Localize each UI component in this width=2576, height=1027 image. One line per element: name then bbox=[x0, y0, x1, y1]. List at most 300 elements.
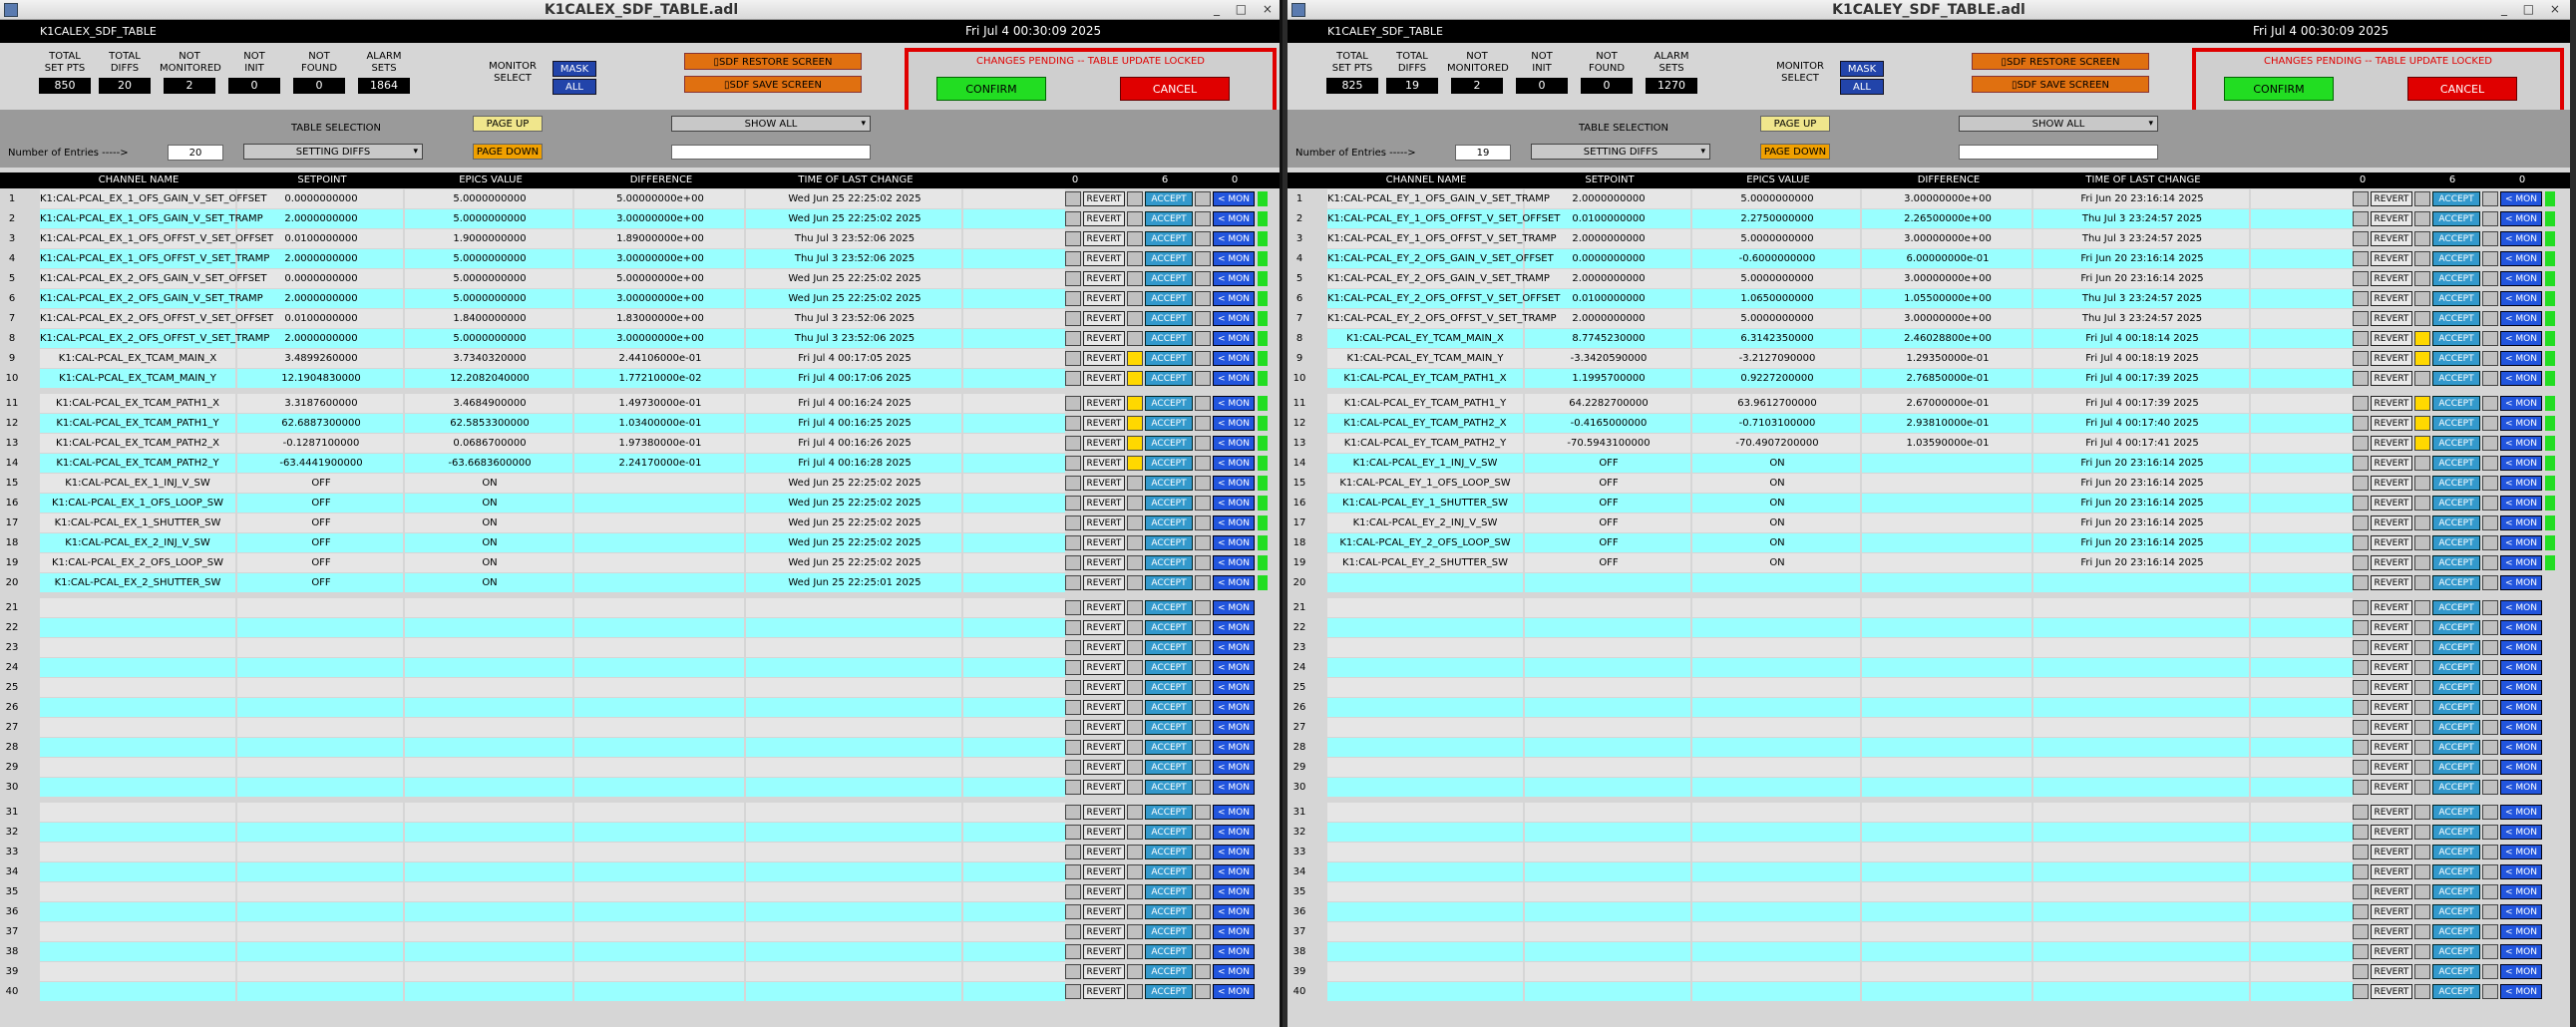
row-select-checkbox[interactable] bbox=[1065, 924, 1081, 939]
row-revert-button[interactable]: REVERT bbox=[1083, 371, 1125, 386]
row-mon-button[interactable]: < MON bbox=[1213, 964, 1255, 979]
row-revert-button[interactable]: REVERT bbox=[2371, 311, 2412, 326]
row-revert-button[interactable]: REVERT bbox=[1083, 805, 1125, 820]
row-accept-button[interactable]: ACCEPT bbox=[1145, 944, 1193, 959]
row-accept-button[interactable]: ACCEPT bbox=[1145, 211, 1193, 226]
row-accept-button[interactable]: ACCEPT bbox=[2432, 884, 2480, 899]
row-select-checkbox[interactable] bbox=[1065, 864, 1081, 879]
row-select-checkbox[interactable] bbox=[2353, 396, 2369, 411]
row-accept-button[interactable]: ACCEPT bbox=[2432, 191, 2480, 206]
row-mon-button[interactable]: < MON bbox=[2500, 191, 2542, 206]
row-revert-button[interactable]: REVERT bbox=[2371, 600, 2412, 615]
row-accept-checkbox[interactable] bbox=[1127, 924, 1143, 939]
row-accept-checkbox[interactable] bbox=[1127, 436, 1143, 451]
row-accept-checkbox[interactable] bbox=[2414, 331, 2430, 346]
row-mon-checkbox[interactable] bbox=[2482, 535, 2498, 550]
row-mon-checkbox[interactable] bbox=[1195, 740, 1211, 755]
row-mon-checkbox[interactable] bbox=[1195, 780, 1211, 795]
row-revert-button[interactable]: REVERT bbox=[2371, 620, 2412, 635]
row-revert-button[interactable]: REVERT bbox=[1083, 496, 1125, 511]
row-mon-button[interactable]: < MON bbox=[2500, 964, 2542, 979]
row-select-checkbox[interactable] bbox=[2353, 680, 2369, 695]
row-accept-button[interactable]: ACCEPT bbox=[2432, 456, 2480, 471]
row-accept-checkbox[interactable] bbox=[2414, 555, 2430, 570]
row-mon-button[interactable]: < MON bbox=[2500, 740, 2542, 755]
row-revert-button[interactable]: REVERT bbox=[1083, 416, 1125, 431]
row-mon-button[interactable]: < MON bbox=[2500, 600, 2542, 615]
row-mon-checkbox[interactable] bbox=[2482, 740, 2498, 755]
row-revert-button[interactable]: REVERT bbox=[2371, 271, 2412, 286]
sdf-save-button[interactable] bbox=[684, 76, 862, 93]
row-accept-button[interactable]: ACCEPT bbox=[2432, 780, 2480, 795]
sdf-restore-button[interactable] bbox=[684, 53, 862, 70]
row-revert-button[interactable]: REVERT bbox=[2371, 805, 2412, 820]
row-select-checkbox[interactable] bbox=[1065, 535, 1081, 550]
row-mon-button[interactable]: < MON bbox=[1213, 720, 1255, 735]
row-accept-button[interactable]: ACCEPT bbox=[1145, 496, 1193, 511]
row-revert-button[interactable]: REVERT bbox=[1083, 700, 1125, 715]
row-accept-button[interactable]: ACCEPT bbox=[1145, 331, 1193, 346]
row-select-checkbox[interactable] bbox=[1065, 251, 1081, 266]
row-revert-button[interactable]: REVERT bbox=[1083, 456, 1125, 471]
window-controls[interactable]: _ □ × bbox=[1213, 2, 1279, 16]
row-select-checkbox[interactable] bbox=[1065, 660, 1081, 675]
row-revert-button[interactable]: REVERT bbox=[1083, 331, 1125, 346]
row-mon-checkbox[interactable] bbox=[1195, 984, 1211, 999]
row-select-checkbox[interactable] bbox=[2353, 924, 2369, 939]
row-accept-checkbox[interactable] bbox=[2414, 805, 2430, 820]
row-mon-button[interactable]: < MON bbox=[2500, 436, 2542, 451]
row-accept-button[interactable]: ACCEPT bbox=[1145, 436, 1193, 451]
row-mon-button[interactable]: < MON bbox=[1213, 191, 1255, 206]
row-mon-checkbox[interactable] bbox=[2482, 845, 2498, 859]
row-select-checkbox[interactable] bbox=[2353, 700, 2369, 715]
row-revert-button[interactable]: REVERT bbox=[1083, 535, 1125, 550]
row-select-checkbox[interactable] bbox=[1065, 476, 1081, 491]
row-accept-button[interactable]: ACCEPT bbox=[1145, 476, 1193, 491]
row-select-checkbox[interactable] bbox=[1065, 496, 1081, 511]
row-accept-checkbox[interactable] bbox=[2414, 964, 2430, 979]
page-down-button[interactable]: PAGE DOWN bbox=[473, 144, 543, 160]
row-select-checkbox[interactable] bbox=[1065, 416, 1081, 431]
row-select-checkbox[interactable] bbox=[2353, 476, 2369, 491]
row-accept-checkbox[interactable] bbox=[1127, 884, 1143, 899]
row-accept-button[interactable]: ACCEPT bbox=[1145, 964, 1193, 979]
row-accept-button[interactable]: ACCEPT bbox=[2432, 740, 2480, 755]
filter-input[interactable] bbox=[1959, 145, 2158, 160]
row-mon-button[interactable]: < MON bbox=[1213, 251, 1255, 266]
row-accept-button[interactable]: ACCEPT bbox=[2432, 720, 2480, 735]
row-accept-checkbox[interactable] bbox=[2414, 780, 2430, 795]
row-mon-checkbox[interactable] bbox=[2482, 575, 2498, 590]
row-accept-button[interactable]: ACCEPT bbox=[2432, 231, 2480, 246]
row-accept-checkbox[interactable] bbox=[1127, 680, 1143, 695]
row-mon-checkbox[interactable] bbox=[1195, 720, 1211, 735]
row-select-checkbox[interactable] bbox=[2353, 331, 2369, 346]
window-controls[interactable]: _ □ × bbox=[2500, 2, 2566, 16]
row-mon-button[interactable]: < MON bbox=[2500, 944, 2542, 959]
row-revert-button[interactable]: REVERT bbox=[2371, 845, 2412, 859]
page-up-button[interactable]: PAGE UP bbox=[1760, 116, 1830, 132]
row-accept-button[interactable]: ACCEPT bbox=[1145, 311, 1193, 326]
row-accept-checkbox[interactable] bbox=[2414, 416, 2430, 431]
row-mon-button[interactable]: < MON bbox=[2500, 680, 2542, 695]
row-mon-button[interactable]: < MON bbox=[1213, 780, 1255, 795]
row-mon-button[interactable]: < MON bbox=[1213, 944, 1255, 959]
table-selection-dropdown[interactable]: SETTING DIFFS ▾ bbox=[1531, 144, 1710, 160]
row-accept-button[interactable]: ACCEPT bbox=[2432, 535, 2480, 550]
row-accept-checkbox[interactable] bbox=[2414, 700, 2430, 715]
row-accept-button[interactable]: ACCEPT bbox=[2432, 924, 2480, 939]
row-mon-checkbox[interactable] bbox=[2482, 760, 2498, 775]
row-accept-button[interactable]: ACCEPT bbox=[2432, 760, 2480, 775]
row-select-checkbox[interactable] bbox=[2353, 825, 2369, 840]
row-select-checkbox[interactable] bbox=[1065, 904, 1081, 919]
row-revert-button[interactable]: REVERT bbox=[1083, 680, 1125, 695]
row-mon-button[interactable]: < MON bbox=[2500, 456, 2542, 471]
row-mon-button[interactable]: < MON bbox=[2500, 396, 2542, 411]
table-selection-dropdown[interactable]: SETTING DIFFS ▾ bbox=[243, 144, 423, 160]
row-mon-checkbox[interactable] bbox=[2482, 436, 2498, 451]
row-accept-checkbox[interactable] bbox=[1127, 456, 1143, 471]
row-accept-button[interactable]: ACCEPT bbox=[2432, 805, 2480, 820]
row-mon-checkbox[interactable] bbox=[2482, 904, 2498, 919]
row-mon-checkbox[interactable] bbox=[2482, 396, 2498, 411]
row-mon-button[interactable]: < MON bbox=[2500, 515, 2542, 530]
row-revert-button[interactable]: REVERT bbox=[1083, 964, 1125, 979]
row-select-checkbox[interactable] bbox=[2353, 575, 2369, 590]
row-select-checkbox[interactable] bbox=[1065, 805, 1081, 820]
row-accept-checkbox[interactable] bbox=[2414, 884, 2430, 899]
row-revert-button[interactable]: REVERT bbox=[1083, 904, 1125, 919]
row-accept-checkbox[interactable] bbox=[1127, 640, 1143, 655]
row-accept-button[interactable]: ACCEPT bbox=[2432, 984, 2480, 999]
row-mon-checkbox[interactable] bbox=[2482, 371, 2498, 386]
sdf-save-button[interactable] bbox=[1972, 76, 2149, 93]
row-mon-button[interactable]: < MON bbox=[2500, 211, 2542, 226]
row-mon-button[interactable]: < MON bbox=[2500, 311, 2542, 326]
row-mon-button[interactable]: < MON bbox=[1213, 476, 1255, 491]
row-select-checkbox[interactable] bbox=[1065, 456, 1081, 471]
row-accept-checkbox[interactable] bbox=[2414, 515, 2430, 530]
row-select-checkbox[interactable] bbox=[2353, 291, 2369, 306]
row-revert-button[interactable]: REVERT bbox=[1083, 760, 1125, 775]
show-all-dropdown[interactable]: SHOW ALL ▾ bbox=[1959, 116, 2158, 132]
row-accept-button[interactable]: ACCEPT bbox=[2432, 944, 2480, 959]
row-revert-button[interactable]: REVERT bbox=[2371, 780, 2412, 795]
row-select-checkbox[interactable] bbox=[1065, 680, 1081, 695]
row-mon-button[interactable]: < MON bbox=[2500, 291, 2542, 306]
row-mon-checkbox[interactable] bbox=[1195, 311, 1211, 326]
row-accept-checkbox[interactable] bbox=[2414, 436, 2430, 451]
row-mon-button[interactable]: < MON bbox=[2500, 575, 2542, 590]
row-revert-button[interactable]: REVERT bbox=[2371, 496, 2412, 511]
row-revert-button[interactable]: REVERT bbox=[1083, 944, 1125, 959]
mask-button[interactable]: MASK bbox=[1840, 61, 1884, 77]
row-revert-button[interactable]: REVERT bbox=[1083, 271, 1125, 286]
row-revert-button[interactable]: REVERT bbox=[2371, 251, 2412, 266]
row-mon-checkbox[interactable] bbox=[2482, 680, 2498, 695]
row-revert-button[interactable]: REVERT bbox=[1083, 884, 1125, 899]
row-accept-checkbox[interactable] bbox=[2414, 864, 2430, 879]
row-mon-checkbox[interactable] bbox=[2482, 496, 2498, 511]
row-accept-button[interactable]: ACCEPT bbox=[2432, 555, 2480, 570]
row-accept-checkbox[interactable] bbox=[2414, 456, 2430, 471]
row-revert-button[interactable]: REVERT bbox=[2371, 984, 2412, 999]
row-revert-button[interactable]: REVERT bbox=[2371, 331, 2412, 346]
row-revert-button[interactable]: REVERT bbox=[2371, 191, 2412, 206]
row-select-checkbox[interactable] bbox=[1065, 555, 1081, 570]
row-select-checkbox[interactable] bbox=[2353, 845, 2369, 859]
row-mon-checkbox[interactable] bbox=[1195, 660, 1211, 675]
row-mon-checkbox[interactable] bbox=[2482, 231, 2498, 246]
row-select-checkbox[interactable] bbox=[2353, 231, 2369, 246]
row-accept-button[interactable]: ACCEPT bbox=[1145, 555, 1193, 570]
row-accept-button[interactable]: ACCEPT bbox=[2432, 864, 2480, 879]
row-accept-button[interactable]: ACCEPT bbox=[1145, 864, 1193, 879]
row-accept-button[interactable]: ACCEPT bbox=[1145, 924, 1193, 939]
row-select-checkbox[interactable] bbox=[2353, 600, 2369, 615]
row-select-checkbox[interactable] bbox=[1065, 331, 1081, 346]
row-mon-checkbox[interactable] bbox=[1195, 575, 1211, 590]
row-accept-checkbox[interactable] bbox=[1127, 496, 1143, 511]
row-mon-checkbox[interactable] bbox=[1195, 600, 1211, 615]
row-select-checkbox[interactable] bbox=[1065, 964, 1081, 979]
row-revert-button[interactable]: REVERT bbox=[2371, 720, 2412, 735]
row-accept-checkbox[interactable] bbox=[2414, 311, 2430, 326]
row-accept-button[interactable]: ACCEPT bbox=[1145, 805, 1193, 820]
row-revert-button[interactable]: REVERT bbox=[1083, 984, 1125, 999]
row-mon-button[interactable]: < MON bbox=[2500, 720, 2542, 735]
row-revert-button[interactable]: REVERT bbox=[2371, 291, 2412, 306]
row-accept-checkbox[interactable] bbox=[1127, 331, 1143, 346]
row-mon-checkbox[interactable] bbox=[2482, 780, 2498, 795]
row-revert-button[interactable]: REVERT bbox=[1083, 620, 1125, 635]
row-accept-button[interactable]: ACCEPT bbox=[1145, 416, 1193, 431]
row-mon-checkbox[interactable] bbox=[2482, 271, 2498, 286]
row-mon-button[interactable]: < MON bbox=[1213, 396, 1255, 411]
row-mon-checkbox[interactable] bbox=[1195, 924, 1211, 939]
row-accept-checkbox[interactable] bbox=[2414, 984, 2430, 999]
row-accept-button[interactable]: ACCEPT bbox=[2432, 271, 2480, 286]
row-accept-checkbox[interactable] bbox=[1127, 740, 1143, 755]
row-select-checkbox[interactable] bbox=[1065, 720, 1081, 735]
row-mon-button[interactable]: < MON bbox=[2500, 700, 2542, 715]
row-mon-button[interactable]: < MON bbox=[2500, 371, 2542, 386]
row-accept-button[interactable]: ACCEPT bbox=[2432, 251, 2480, 266]
row-select-checkbox[interactable] bbox=[1065, 620, 1081, 635]
row-accept-checkbox[interactable] bbox=[1127, 944, 1143, 959]
row-accept-button[interactable]: ACCEPT bbox=[1145, 456, 1193, 471]
row-mon-checkbox[interactable] bbox=[1195, 944, 1211, 959]
row-select-checkbox[interactable] bbox=[2353, 660, 2369, 675]
row-select-checkbox[interactable] bbox=[2353, 436, 2369, 451]
row-select-checkbox[interactable] bbox=[1065, 984, 1081, 999]
row-select-checkbox[interactable] bbox=[2353, 351, 2369, 366]
row-mon-checkbox[interactable] bbox=[2482, 944, 2498, 959]
row-revert-button[interactable]: REVERT bbox=[2371, 351, 2412, 366]
row-mon-button[interactable]: < MON bbox=[1213, 660, 1255, 675]
row-accept-checkbox[interactable] bbox=[2414, 600, 2430, 615]
row-select-checkbox[interactable] bbox=[2353, 964, 2369, 979]
row-mon-checkbox[interactable] bbox=[2482, 964, 2498, 979]
row-mon-checkbox[interactable] bbox=[1195, 964, 1211, 979]
row-mon-checkbox[interactable] bbox=[1195, 271, 1211, 286]
row-accept-button[interactable]: ACCEPT bbox=[2432, 416, 2480, 431]
row-mon-checkbox[interactable] bbox=[1195, 331, 1211, 346]
row-revert-button[interactable]: REVERT bbox=[1083, 924, 1125, 939]
row-mon-button[interactable]: < MON bbox=[1213, 864, 1255, 879]
row-revert-button[interactable]: REVERT bbox=[2371, 476, 2412, 491]
all-button[interactable]: ALL bbox=[1840, 79, 1884, 95]
row-revert-button[interactable]: REVERT bbox=[1083, 251, 1125, 266]
row-select-checkbox[interactable] bbox=[1065, 271, 1081, 286]
row-accept-checkbox[interactable] bbox=[2414, 575, 2430, 590]
row-accept-button[interactable]: ACCEPT bbox=[1145, 845, 1193, 859]
row-mon-button[interactable]: < MON bbox=[1213, 984, 1255, 999]
row-mon-button[interactable]: < MON bbox=[1213, 640, 1255, 655]
row-mon-button[interactable]: < MON bbox=[1213, 231, 1255, 246]
row-accept-button[interactable]: ACCEPT bbox=[2432, 680, 2480, 695]
row-select-checkbox[interactable] bbox=[1065, 371, 1081, 386]
row-accept-checkbox[interactable] bbox=[2414, 396, 2430, 411]
row-select-checkbox[interactable] bbox=[2353, 535, 2369, 550]
row-mon-checkbox[interactable] bbox=[1195, 251, 1211, 266]
row-revert-button[interactable]: REVERT bbox=[1083, 291, 1125, 306]
row-accept-checkbox[interactable] bbox=[1127, 760, 1143, 775]
row-accept-checkbox[interactable] bbox=[1127, 780, 1143, 795]
row-mon-checkbox[interactable] bbox=[1195, 845, 1211, 859]
row-revert-button[interactable]: REVERT bbox=[2371, 924, 2412, 939]
row-accept-checkbox[interactable] bbox=[2414, 825, 2430, 840]
row-accept-checkbox[interactable] bbox=[2414, 680, 2430, 695]
row-revert-button[interactable]: REVERT bbox=[2371, 944, 2412, 959]
row-mon-checkbox[interactable] bbox=[2482, 600, 2498, 615]
row-mon-button[interactable]: < MON bbox=[2500, 640, 2542, 655]
row-mon-button[interactable]: < MON bbox=[1213, 805, 1255, 820]
row-select-checkbox[interactable] bbox=[2353, 456, 2369, 471]
row-accept-checkbox[interactable] bbox=[1127, 251, 1143, 266]
row-select-checkbox[interactable] bbox=[2353, 191, 2369, 206]
row-mon-checkbox[interactable] bbox=[2482, 251, 2498, 266]
row-revert-button[interactable]: REVERT bbox=[2371, 700, 2412, 715]
row-mon-checkbox[interactable] bbox=[2482, 660, 2498, 675]
row-accept-checkbox[interactable] bbox=[1127, 396, 1143, 411]
row-accept-button[interactable]: ACCEPT bbox=[2432, 575, 2480, 590]
row-accept-button[interactable]: ACCEPT bbox=[2432, 600, 2480, 615]
row-accept-button[interactable]: ACCEPT bbox=[2432, 515, 2480, 530]
row-select-checkbox[interactable] bbox=[1065, 291, 1081, 306]
row-mon-button[interactable]: < MON bbox=[1213, 600, 1255, 615]
mask-button[interactable]: MASK bbox=[552, 61, 596, 77]
row-select-checkbox[interactable] bbox=[2353, 620, 2369, 635]
row-mon-button[interactable]: < MON bbox=[1213, 680, 1255, 695]
row-accept-checkbox[interactable] bbox=[1127, 600, 1143, 615]
row-mon-checkbox[interactable] bbox=[1195, 825, 1211, 840]
confirm-button[interactable]: CONFIRM bbox=[2224, 77, 2334, 101]
row-mon-button[interactable]: < MON bbox=[1213, 416, 1255, 431]
row-revert-button[interactable]: REVERT bbox=[1083, 640, 1125, 655]
row-accept-checkbox[interactable] bbox=[1127, 700, 1143, 715]
row-revert-button[interactable]: REVERT bbox=[2371, 640, 2412, 655]
confirm-button[interactable]: CONFIRM bbox=[936, 77, 1046, 101]
row-mon-checkbox[interactable] bbox=[1195, 371, 1211, 386]
row-revert-button[interactable]: REVERT bbox=[1083, 515, 1125, 530]
row-mon-button[interactable]: < MON bbox=[2500, 984, 2542, 999]
row-revert-button[interactable]: REVERT bbox=[1083, 311, 1125, 326]
row-accept-checkbox[interactable] bbox=[2414, 211, 2430, 226]
row-mon-checkbox[interactable] bbox=[1195, 211, 1211, 226]
row-mon-checkbox[interactable] bbox=[1195, 515, 1211, 530]
row-revert-button[interactable]: REVERT bbox=[1083, 720, 1125, 735]
row-mon-button[interactable]: < MON bbox=[2500, 331, 2542, 346]
row-mon-checkbox[interactable] bbox=[2482, 416, 2498, 431]
row-accept-button[interactable]: ACCEPT bbox=[2432, 371, 2480, 386]
row-mon-checkbox[interactable] bbox=[1195, 476, 1211, 491]
row-accept-checkbox[interactable] bbox=[1127, 964, 1143, 979]
row-accept-button[interactable]: ACCEPT bbox=[1145, 825, 1193, 840]
row-mon-checkbox[interactable] bbox=[1195, 760, 1211, 775]
row-accept-button[interactable]: ACCEPT bbox=[1145, 680, 1193, 695]
row-select-checkbox[interactable] bbox=[2353, 944, 2369, 959]
row-revert-button[interactable]: REVERT bbox=[1083, 231, 1125, 246]
row-revert-button[interactable]: REVERT bbox=[1083, 575, 1125, 590]
row-select-checkbox[interactable] bbox=[1065, 575, 1081, 590]
sdf-restore-button[interactable] bbox=[1972, 53, 2149, 70]
row-accept-button[interactable]: ACCEPT bbox=[1145, 515, 1193, 530]
row-select-checkbox[interactable] bbox=[2353, 251, 2369, 266]
row-accept-checkbox[interactable] bbox=[2414, 944, 2430, 959]
row-mon-button[interactable]: < MON bbox=[2500, 884, 2542, 899]
row-mon-checkbox[interactable] bbox=[2482, 884, 2498, 899]
row-select-checkbox[interactable] bbox=[1065, 944, 1081, 959]
page-down-button[interactable]: PAGE DOWN bbox=[1760, 144, 1830, 160]
row-revert-button[interactable]: REVERT bbox=[2371, 436, 2412, 451]
row-revert-button[interactable]: REVERT bbox=[2371, 371, 2412, 386]
row-revert-button[interactable]: REVERT bbox=[2371, 396, 2412, 411]
row-mon-button[interactable]: < MON bbox=[2500, 620, 2542, 635]
row-mon-checkbox[interactable] bbox=[2482, 805, 2498, 820]
row-mon-button[interactable]: < MON bbox=[1213, 825, 1255, 840]
row-accept-checkbox[interactable] bbox=[1127, 720, 1143, 735]
row-accept-checkbox[interactable] bbox=[1127, 311, 1143, 326]
row-mon-button[interactable]: < MON bbox=[1213, 924, 1255, 939]
row-accept-button[interactable]: ACCEPT bbox=[1145, 231, 1193, 246]
row-mon-button[interactable]: < MON bbox=[1213, 904, 1255, 919]
row-revert-button[interactable]: REVERT bbox=[2371, 416, 2412, 431]
row-accept-checkbox[interactable] bbox=[2414, 476, 2430, 491]
row-revert-button[interactable]: REVERT bbox=[2371, 231, 2412, 246]
row-accept-checkbox[interactable] bbox=[1127, 231, 1143, 246]
row-select-checkbox[interactable] bbox=[1065, 600, 1081, 615]
filter-input[interactable] bbox=[671, 145, 871, 160]
row-mon-checkbox[interactable] bbox=[1195, 620, 1211, 635]
row-mon-checkbox[interactable] bbox=[1195, 640, 1211, 655]
row-accept-checkbox[interactable] bbox=[1127, 371, 1143, 386]
row-mon-button[interactable]: < MON bbox=[1213, 700, 1255, 715]
row-mon-button[interactable]: < MON bbox=[2500, 351, 2542, 366]
row-select-checkbox[interactable] bbox=[1065, 845, 1081, 859]
row-mon-button[interactable]: < MON bbox=[1213, 555, 1255, 570]
page-up-button[interactable]: PAGE UP bbox=[473, 116, 543, 132]
row-accept-checkbox[interactable] bbox=[1127, 416, 1143, 431]
row-mon-button[interactable]: < MON bbox=[2500, 760, 2542, 775]
row-revert-button[interactable]: REVERT bbox=[2371, 964, 2412, 979]
row-accept-button[interactable]: ACCEPT bbox=[1145, 640, 1193, 655]
row-select-checkbox[interactable] bbox=[1065, 640, 1081, 655]
row-revert-button[interactable]: REVERT bbox=[1083, 436, 1125, 451]
row-accept-button[interactable]: ACCEPT bbox=[2432, 291, 2480, 306]
